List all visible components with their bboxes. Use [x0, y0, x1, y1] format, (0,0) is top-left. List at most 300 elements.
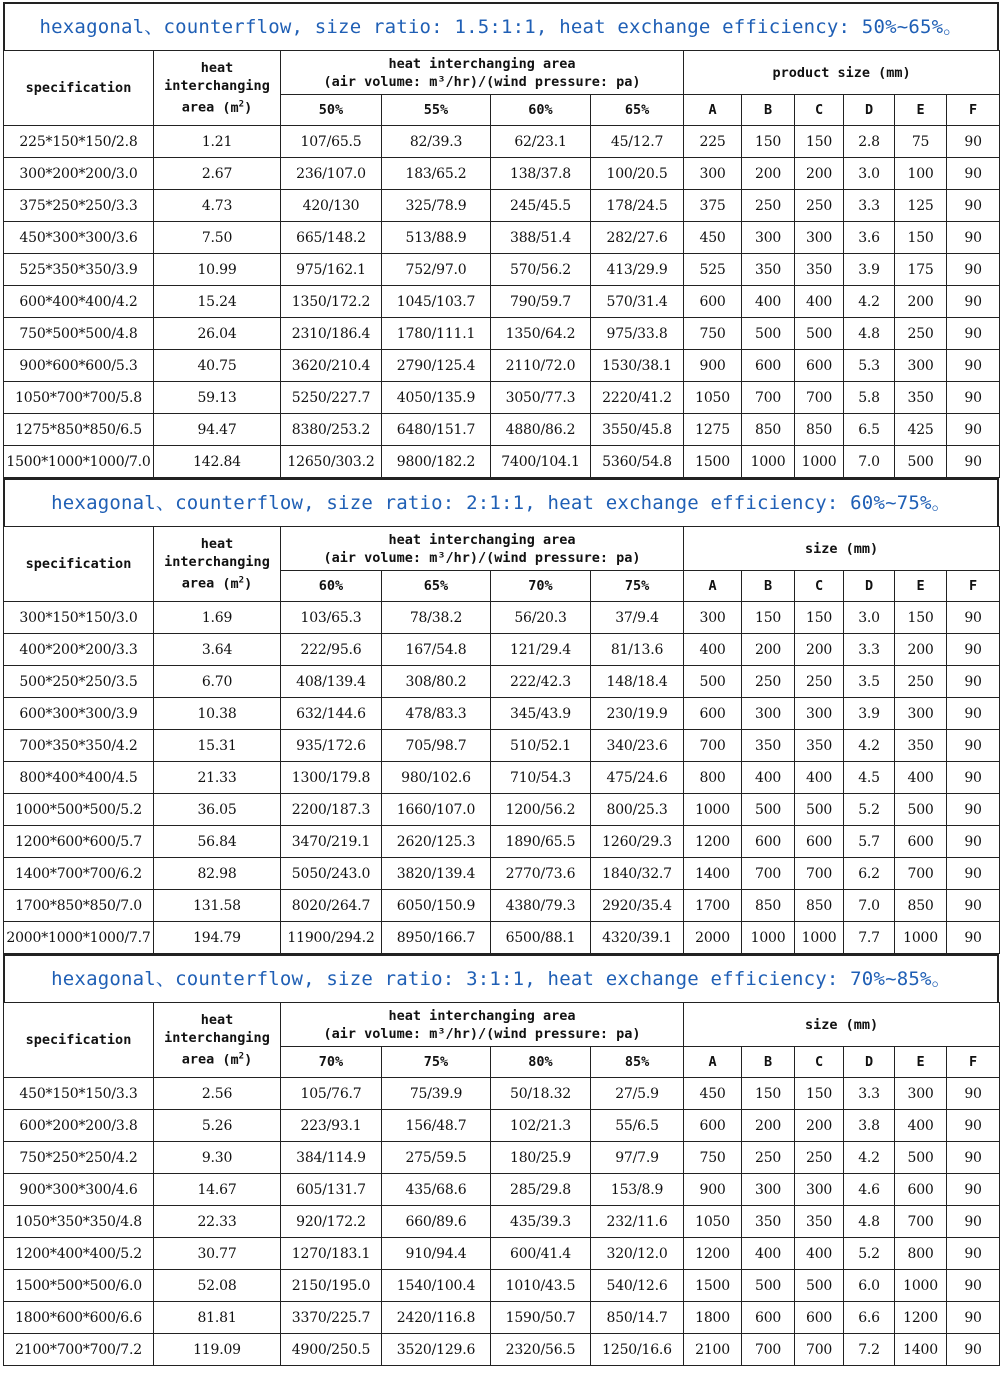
table-cell: 700 — [895, 858, 947, 890]
table-cell: 78/38.2 — [382, 602, 491, 634]
table-cell: 600 — [795, 350, 844, 382]
table-cell: 500 — [742, 318, 795, 350]
table-cell: 750*250*250/4.2 — [4, 1142, 154, 1174]
table-cell: 850/14.7 — [591, 1302, 684, 1334]
table-cell: 150 — [895, 602, 947, 634]
table-cell: 2000*1000*1000/7.7 — [4, 922, 154, 954]
table-cell: 750 — [684, 1142, 742, 1174]
header-heat-area-unit: $(m^2)$ — [222, 99, 253, 116]
table-cell: 2100 — [684, 1334, 742, 1366]
table-row — [4, 1302, 1000, 1334]
table-row — [4, 1142, 1000, 1174]
table-cell: 167/54.8 — [382, 634, 491, 666]
table-cell: 350 — [795, 730, 844, 762]
table-cell: 2220/41.2 — [591, 382, 684, 414]
header-heat-area-line3: area — [181, 1051, 215, 1068]
table-cell: 420/130 — [281, 190, 382, 222]
table-cell: 413/29.9 — [591, 254, 684, 286]
table-cell: 90 — [947, 698, 1000, 730]
table-row — [4, 126, 1000, 158]
table-cell: 103/65.3 — [281, 602, 382, 634]
table-cell: 2310/186.4 — [281, 318, 382, 350]
table-cell: 1200 — [684, 1238, 742, 1270]
table-cell: 10.99 — [154, 254, 281, 286]
table-row — [4, 922, 1000, 954]
table-cell: 200 — [742, 634, 795, 666]
header-efficiency-60pct: 60% — [281, 571, 382, 602]
table-cell: 350 — [795, 254, 844, 286]
table-cell: 282/27.6 — [591, 222, 684, 254]
table-cell: 600 — [795, 1302, 844, 1334]
table-cell: 150 — [795, 1078, 844, 1110]
section — [3, 2, 999, 478]
table-cell: 90 — [947, 1270, 1000, 1302]
table-cell: 250 — [895, 666, 947, 698]
table-cell: 408/139.4 — [281, 666, 382, 698]
header-efficiency-80pct: 80% — [491, 1047, 591, 1078]
header-efficiency-60pct: 60% — [491, 95, 591, 126]
table-cell: 800 — [895, 1238, 947, 1270]
table-cell: 90 — [947, 126, 1000, 158]
table-cell: 510/52.1 — [491, 730, 591, 762]
table-cell: 1350/64.2 — [491, 318, 591, 350]
table-cell: 500 — [742, 1270, 795, 1302]
header-air-volume-line2: (air volume: m³/hr)/(wind pressure: pa) — [323, 73, 641, 90]
table-cell: 90 — [947, 794, 1000, 826]
table-cell: 400 — [895, 1110, 947, 1142]
table-cell: 82/39.3 — [382, 126, 491, 158]
table-row — [4, 698, 1000, 730]
table-cell: 150 — [795, 602, 844, 634]
table-row — [4, 222, 1000, 254]
header-dim-d: D — [844, 571, 895, 602]
header-dim-c: C — [795, 1047, 844, 1078]
table-cell: 1200 — [684, 826, 742, 858]
table-cell: 156/48.7 — [382, 1110, 491, 1142]
header-efficiency-70pct: 70% — [491, 571, 591, 602]
table-cell: 6.5 — [844, 414, 895, 446]
table-cell: 22.33 — [154, 1206, 281, 1238]
table-cell: 1200 — [895, 1302, 947, 1334]
section — [3, 954, 999, 1366]
table-cell: 7.0 — [844, 890, 895, 922]
table-cell: 750*500*500/4.8 — [4, 318, 154, 350]
table-cell: 4900/250.5 — [281, 1334, 382, 1366]
table-cell: 52.08 — [154, 1270, 281, 1302]
table-body — [4, 1078, 1000, 1366]
table-cell: 450 — [684, 222, 742, 254]
table-cell: 121/29.4 — [491, 634, 591, 666]
table-cell: 90 — [947, 762, 1000, 794]
table-cell: 3.3 — [844, 634, 895, 666]
table-row — [4, 350, 1000, 382]
table-row — [4, 1206, 1000, 1238]
table-cell: 119.09 — [154, 1334, 281, 1366]
table-cell: 1045/103.7 — [382, 286, 491, 318]
table-cell: 513/88.9 — [382, 222, 491, 254]
table-cell: 150 — [742, 126, 795, 158]
table-cell: 1840/32.7 — [591, 858, 684, 890]
table-cell: 4.2 — [844, 1142, 895, 1174]
table-cell: 705/98.7 — [382, 730, 491, 762]
table-row — [4, 794, 1000, 826]
header-efficiency-50pct: 50% — [281, 95, 382, 126]
table-cell: 2000 — [684, 922, 742, 954]
table-cell: 4880/86.2 — [491, 414, 591, 446]
table-cell: 632/144.6 — [281, 698, 382, 730]
table-cell: 236/107.0 — [281, 158, 382, 190]
header-efficiency-75pct: 75% — [382, 1047, 491, 1078]
header-air-volume — [281, 527, 684, 571]
table-cell: 90 — [947, 158, 1000, 190]
table-row — [4, 414, 1000, 446]
table-cell: 4.2 — [844, 730, 895, 762]
table-cell: 7.7 — [844, 922, 895, 954]
table-cell: 660/89.6 — [382, 1206, 491, 1238]
table-cell: 3370/225.7 — [281, 1302, 382, 1334]
table-cell: 300 — [795, 698, 844, 730]
table-cell: 142.84 — [154, 446, 281, 478]
table-cell: 3.3 — [844, 190, 895, 222]
table-cell: 37/9.4 — [591, 602, 684, 634]
table-cell: 320/12.0 — [591, 1238, 684, 1270]
table-row — [4, 254, 1000, 286]
table-cell: 400 — [742, 1238, 795, 1270]
table-cell: 148/18.4 — [591, 666, 684, 698]
header-air-volume-line1: heat interchanging area — [388, 531, 576, 548]
table-cell: 350 — [895, 730, 947, 762]
sections-container — [3, 2, 999, 1366]
table-cell: 250 — [742, 666, 795, 698]
table-cell: 300 — [742, 1174, 795, 1206]
table-cell: 222/95.6 — [281, 634, 382, 666]
table-cell: 478/83.3 — [382, 698, 491, 730]
table-cell: 90 — [947, 1078, 1000, 1110]
table-cell: 1200*400*400/5.2 — [4, 1238, 154, 1270]
table-cell: 5.26 — [154, 1110, 281, 1142]
table-cell: 1000*500*500/5.2 — [4, 794, 154, 826]
table-cell: 2.67 — [154, 158, 281, 190]
section — [3, 478, 999, 954]
table-cell: 400 — [795, 286, 844, 318]
table-cell: 1270/183.1 — [281, 1238, 382, 1270]
table-cell: 500 — [795, 1270, 844, 1302]
table-cell: 700 — [895, 1206, 947, 1238]
table-cell: 90 — [947, 318, 1000, 350]
table-cell: 223/93.1 — [281, 1110, 382, 1142]
table-cell: 27/5.9 — [591, 1078, 684, 1110]
table-row — [4, 826, 1000, 858]
table-cell: 90 — [947, 190, 1000, 222]
header-dim-f: F — [947, 95, 1000, 126]
table-cell: 4.2 — [844, 286, 895, 318]
table-cell: 100 — [895, 158, 947, 190]
table-cell: 1400 — [895, 1334, 947, 1366]
table-cell: 97/7.9 — [591, 1142, 684, 1174]
spec-table — [3, 1002, 1000, 1366]
table-cell: 200 — [895, 634, 947, 666]
table-cell: 435/39.3 — [491, 1206, 591, 1238]
table-row — [4, 602, 1000, 634]
table-cell: 525*350*350/3.9 — [4, 254, 154, 286]
table-cell: 540/12.6 — [591, 1270, 684, 1302]
table-cell: 250 — [795, 666, 844, 698]
table-row — [4, 1110, 1000, 1142]
table-cell: 5050/243.0 — [281, 858, 382, 890]
table-cell: 1500 — [684, 446, 742, 478]
table-cell: 90 — [947, 1142, 1000, 1174]
table-cell: 94.47 — [154, 414, 281, 446]
table-cell: 15.24 — [154, 286, 281, 318]
table-cell: 82.98 — [154, 858, 281, 890]
table-cell: 90 — [947, 858, 1000, 890]
table-cell: 2110/72.0 — [491, 350, 591, 382]
table-cell: 1500 — [684, 1270, 742, 1302]
table-cell: 1050*350*350/4.8 — [4, 1206, 154, 1238]
table-row — [4, 382, 1000, 414]
table-cell: 350 — [795, 1206, 844, 1238]
header-heat-area-line1: heat — [200, 60, 234, 77]
table-cell: 232/11.6 — [591, 1206, 684, 1238]
table-cell: 350 — [742, 730, 795, 762]
table-cell: 752/97.0 — [382, 254, 491, 286]
table-cell: 300 — [895, 698, 947, 730]
table-cell: 3.8 — [844, 1110, 895, 1142]
table-cell: 900*600*600/5.3 — [4, 350, 154, 382]
table-cell: 8020/264.7 — [281, 890, 382, 922]
table-cell: 600/41.4 — [491, 1238, 591, 1270]
table-cell: 600*200*200/3.8 — [4, 1110, 154, 1142]
table-cell: 600 — [684, 698, 742, 730]
table-cell: 250 — [795, 1142, 844, 1174]
table-cell: 2770/73.6 — [491, 858, 591, 890]
table-cell: 300 — [742, 222, 795, 254]
header-dim-c: C — [795, 95, 844, 126]
table-cell: 6.0 — [844, 1270, 895, 1302]
table-row — [4, 1238, 1000, 1270]
table-cell: 1700 — [684, 890, 742, 922]
header-heat-area-unit: $(m^2)$ — [222, 575, 253, 592]
table-cell: 400 — [742, 286, 795, 318]
table-cell: 105/76.7 — [281, 1078, 382, 1110]
table-cell: 1250/16.6 — [591, 1334, 684, 1366]
table-cell: 340/23.6 — [591, 730, 684, 762]
table-cell: 3550/45.8 — [591, 414, 684, 446]
table-cell: 6.6 — [844, 1302, 895, 1334]
header-efficiency-65pct: 65% — [382, 571, 491, 602]
table-cell: 450*300*300/3.6 — [4, 222, 154, 254]
table-cell: 1350/172.2 — [281, 286, 382, 318]
header-efficiency-70pct: 70% — [281, 1047, 382, 1078]
table-cell: 4320/39.1 — [591, 922, 684, 954]
table-row — [4, 318, 1000, 350]
table-cell: 4.8 — [844, 318, 895, 350]
table-cell: 30.77 — [154, 1238, 281, 1270]
table-cell: 700 — [795, 1334, 844, 1366]
table-cell: 500 — [895, 794, 947, 826]
table-cell: 700 — [795, 858, 844, 890]
table-cell: 150 — [742, 602, 795, 634]
table-cell: 90 — [947, 414, 1000, 446]
table-cell: 920/172.2 — [281, 1206, 382, 1238]
table-cell: 55/6.5 — [591, 1110, 684, 1142]
header-heat-area — [154, 51, 281, 126]
table-cell: 384/114.9 — [281, 1142, 382, 1174]
table-cell: 100/20.5 — [591, 158, 684, 190]
table-cell: 800/25.3 — [591, 794, 684, 826]
table-cell: 5250/227.7 — [281, 382, 382, 414]
section-title: hexagonal、counterflow, size ratio: 3:1:1, heat exchange efficiency: 70%~85%。 — [3, 954, 999, 1002]
table-cell: 90 — [947, 634, 1000, 666]
table-row — [4, 1174, 1000, 1206]
table-cell: 36.05 — [154, 794, 281, 826]
table-cell: 81.81 — [154, 1302, 281, 1334]
table-cell: 4.73 — [154, 190, 281, 222]
table-cell: 400 — [795, 1238, 844, 1270]
table-cell: 107/65.5 — [281, 126, 382, 158]
table-cell: 700 — [795, 382, 844, 414]
table-cell: 500*250*250/3.5 — [4, 666, 154, 698]
table-cell: 4.5 — [844, 762, 895, 794]
table-cell: 900 — [684, 350, 742, 382]
table-cell: 200 — [742, 158, 795, 190]
table-cell: 150 — [795, 126, 844, 158]
table-cell: 1200/56.2 — [491, 794, 591, 826]
header-efficiency-75pct: 75% — [591, 571, 684, 602]
table-cell: 14.67 — [154, 1174, 281, 1206]
table-cell: 2.56 — [154, 1078, 281, 1110]
header-dim-b: B — [742, 1047, 795, 1078]
table-cell: 700 — [684, 730, 742, 762]
table-cell: 3050/77.3 — [491, 382, 591, 414]
table-cell: 400 — [895, 762, 947, 794]
table-cell: 325/78.9 — [382, 190, 491, 222]
table-cell: 375*250*250/3.3 — [4, 190, 154, 222]
header-dim-a: A — [684, 95, 742, 126]
header-heat-area-line2: interchanging — [164, 1030, 270, 1047]
table-cell: 200 — [795, 158, 844, 190]
table-cell: 1400*700*700/6.2 — [4, 858, 154, 890]
header-heat-area-unit: $(m^2)$ — [222, 1051, 253, 1068]
table-cell: 1275*850*850/6.5 — [4, 414, 154, 446]
table-cell: 1700*850*850/7.0 — [4, 890, 154, 922]
table-cell: 131.58 — [154, 890, 281, 922]
table-cell: 90 — [947, 1302, 1000, 1334]
table-cell: 600*300*300/3.9 — [4, 698, 154, 730]
table-cell: 665/148.2 — [281, 222, 382, 254]
table-cell: 3.9 — [844, 698, 895, 730]
table-cell: 850 — [895, 890, 947, 922]
table-cell: 900 — [684, 1174, 742, 1206]
table-cell: 250 — [895, 318, 947, 350]
table-cell: 90 — [947, 254, 1000, 286]
table-cell: 90 — [947, 666, 1000, 698]
spec-table — [3, 526, 1000, 954]
table-cell: 1400 — [684, 858, 742, 890]
table-cell: 90 — [947, 1238, 1000, 1270]
table-cell: 9.30 — [154, 1142, 281, 1174]
table-cell: 275/59.5 — [382, 1142, 491, 1174]
table-cell: 3.3 — [844, 1078, 895, 1110]
header-specification: specification — [4, 1003, 154, 1078]
table-cell: 350 — [742, 254, 795, 286]
header-dim-a: A — [684, 1047, 742, 1078]
header-heat-area-line3: area — [181, 575, 215, 592]
table-cell: 300 — [684, 602, 742, 634]
table-cell: 600*400*400/4.2 — [4, 286, 154, 318]
table-cell: 3.0 — [844, 602, 895, 634]
table-cell: 6.70 — [154, 666, 281, 698]
table-cell: 56.84 — [154, 826, 281, 858]
table-cell: 250 — [795, 190, 844, 222]
table-cell: 1780/111.1 — [382, 318, 491, 350]
table-cell: 850 — [742, 890, 795, 922]
table-cell: 285/29.8 — [491, 1174, 591, 1206]
header-efficiency-55pct: 55% — [382, 95, 491, 126]
table-cell: 975/162.1 — [281, 254, 382, 286]
section-title: hexagonal、counterflow, size ratio: 2:1:1, heat exchange efficiency: 60%~75%。 — [3, 478, 999, 526]
header-efficiency-65pct: 65% — [591, 95, 684, 126]
header-heat-area-line2: interchanging — [164, 78, 270, 95]
table-cell: 90 — [947, 382, 1000, 414]
table-cell: 11900/294.2 — [281, 922, 382, 954]
table-cell: 570/31.4 — [591, 286, 684, 318]
header-air-volume-line2: (air volume: m³/hr)/(wind pressure: pa) — [323, 1025, 641, 1042]
table-cell: 300 — [895, 350, 947, 382]
table-cell: 1000 — [795, 446, 844, 478]
table-cell: 700 — [742, 1334, 795, 1366]
table-cell: 1260/29.3 — [591, 826, 684, 858]
table-cell: 40.75 — [154, 350, 281, 382]
table-cell: 525 — [684, 254, 742, 286]
table-cell: 90 — [947, 1110, 1000, 1142]
table-cell: 850 — [742, 414, 795, 446]
table-row — [4, 858, 1000, 890]
table-cell: 5360/54.8 — [591, 446, 684, 478]
header-size: product size (mm) — [684, 51, 1000, 95]
table-cell: 600 — [795, 826, 844, 858]
table-cell: 2150/195.0 — [281, 1270, 382, 1302]
header-heat-area-line2: interchanging — [164, 554, 270, 571]
table-row — [4, 1334, 1000, 1366]
table-cell: 7.50 — [154, 222, 281, 254]
table-cell: 600 — [742, 826, 795, 858]
table-cell: 600 — [684, 286, 742, 318]
table-cell: 500 — [895, 446, 947, 478]
table-row — [4, 762, 1000, 794]
table-cell: 800 — [684, 762, 742, 794]
table-cell: 500 — [795, 794, 844, 826]
table-row — [4, 730, 1000, 762]
table-cell: 7.0 — [844, 446, 895, 478]
table-cell: 1590/50.7 — [491, 1302, 591, 1334]
table-row — [4, 286, 1000, 318]
table-cell: 1000 — [684, 794, 742, 826]
table-cell: 4380/79.3 — [491, 890, 591, 922]
table-cell: 3520/129.6 — [382, 1334, 491, 1366]
table-cell: 59.13 — [154, 382, 281, 414]
table-cell: 90 — [947, 222, 1000, 254]
table-cell: 90 — [947, 922, 1000, 954]
table-cell: 200 — [795, 634, 844, 666]
header-dim-e: E — [895, 571, 947, 602]
table-cell: 3620/210.4 — [281, 350, 382, 382]
table-cell: 4050/135.9 — [382, 382, 491, 414]
table-cell: 2100*700*700/7.2 — [4, 1334, 154, 1366]
table-cell: 850 — [795, 414, 844, 446]
table-cell: 710/54.3 — [491, 762, 591, 794]
table-cell: 400 — [742, 762, 795, 794]
